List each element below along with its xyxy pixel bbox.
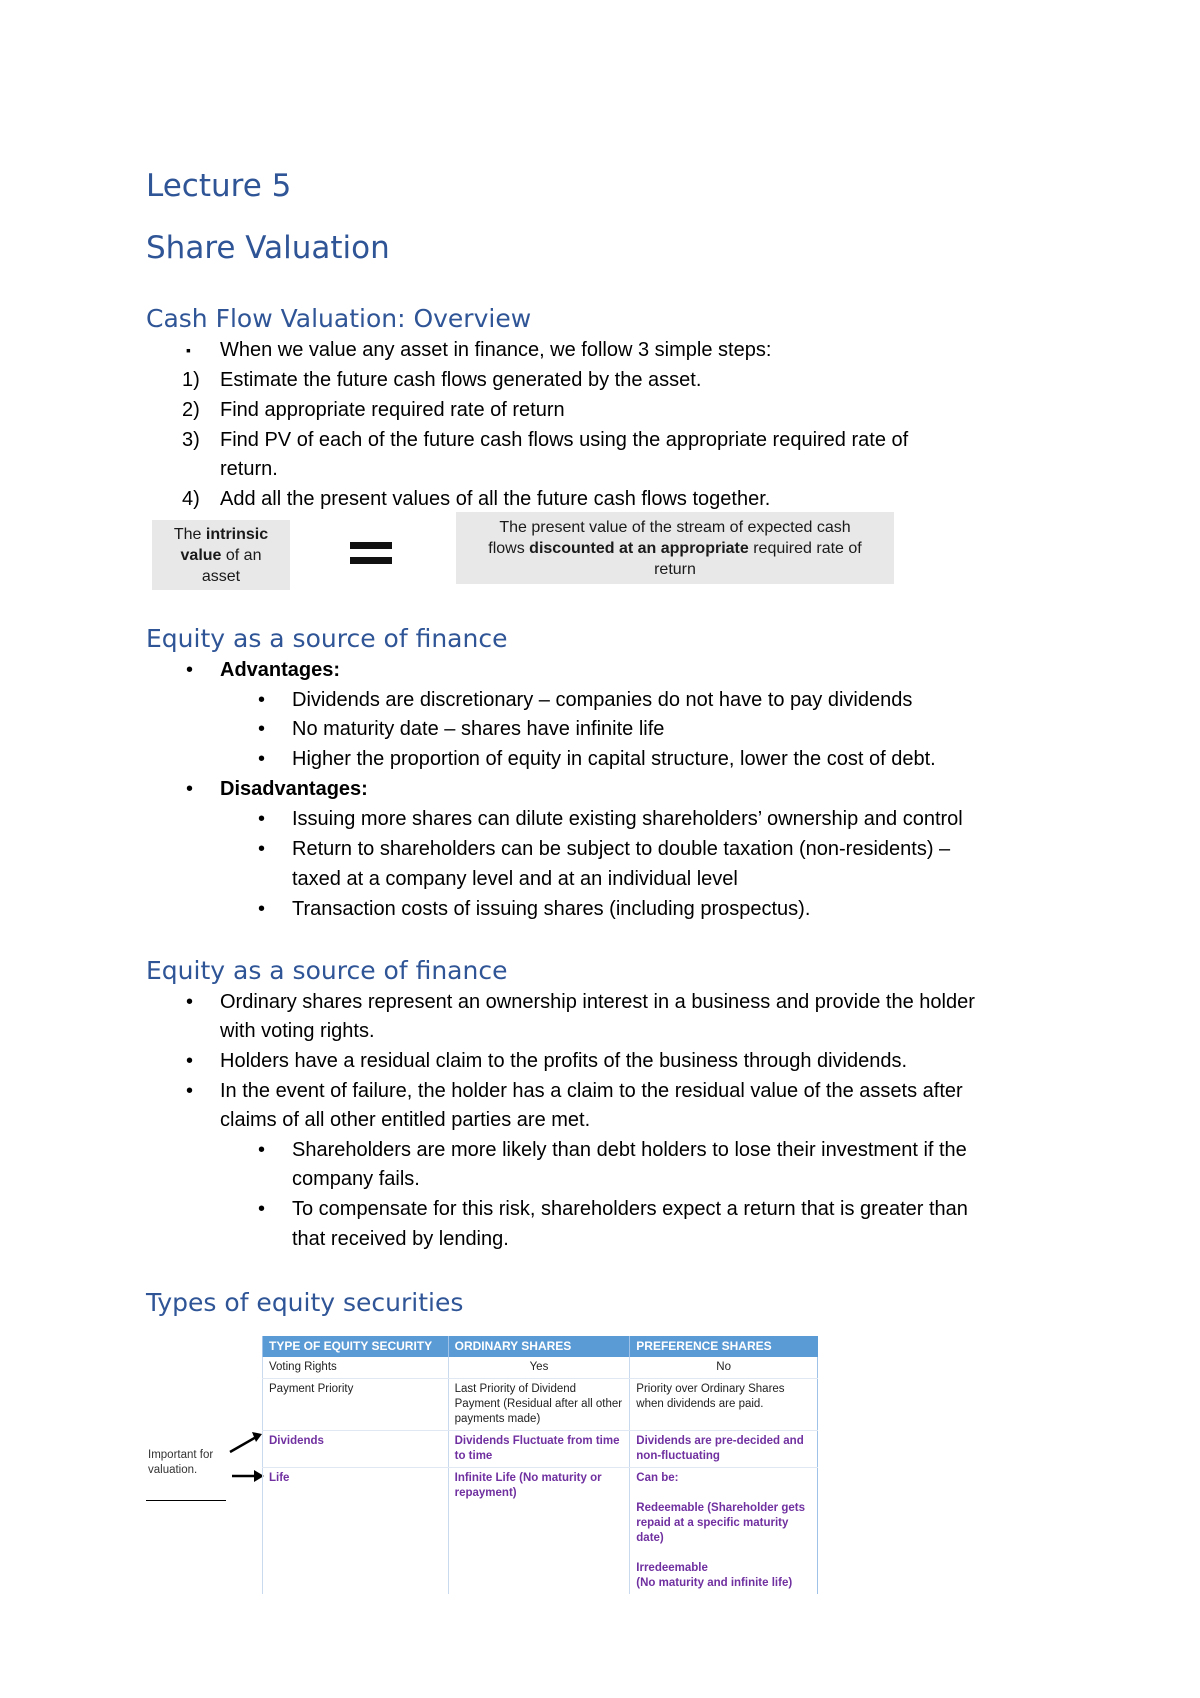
bullet-icon: • <box>258 898 266 920</box>
equity-bullet-continued: claims of all other entitled parties are met. <box>220 1109 591 1131</box>
table-row <box>263 1431 818 1468</box>
disadvantage-item: Transaction costs of issuing shares (including prospectus). <box>292 898 811 920</box>
table-cell: Dividends Fluctuate from time to time <box>448 1431 630 1468</box>
table-cell: Dividends <box>263 1431 449 1468</box>
cell-text: (No maturity and infinite life) <box>636 1577 793 1589</box>
equity-bullet: Holders have a residual claim to the profits of the business through dividends. <box>220 1050 908 1072</box>
valuation-note <box>148 1448 213 1478</box>
advantage-item: Dividends are discretionary – companies do not have to pay dividends <box>292 689 913 711</box>
bullet-icon: • <box>258 748 266 770</box>
box-text: asset <box>201 567 241 585</box>
equity-sub-bullet-continued: that received by lending. <box>292 1228 509 1250</box>
disadvantage-item: Issuing more shares can dilute existing shareholders’ ownership and control <box>292 808 963 830</box>
table-header: TYPE OF EQUITY SECURITY <box>263 1336 449 1357</box>
cell-text: Can be: <box>636 1472 679 1484</box>
divider-line <box>146 1500 226 1501</box>
box-text: required rate of <box>748 539 862 557</box>
step-text: Estimate the future cash flows generated by the asset. <box>220 369 702 391</box>
box-text-bold: intrinsic <box>205 525 269 543</box>
table-row <box>263 1379 818 1431</box>
table-cell: Dividends are pre-decided and non-fluctuating <box>630 1431 818 1468</box>
bullet-icon: • <box>186 1050 194 1072</box>
table-cell: Yes <box>448 1357 630 1379</box>
bullet-icon: • <box>258 808 266 830</box>
step-text-continued: return. <box>220 458 278 480</box>
section-heading-overview: Cash Flow Valuation: Overview <box>146 304 532 333</box>
bullet-icon: • <box>258 689 266 711</box>
equity-securities-table <box>262 1336 818 1594</box>
box-text: The present value of the stream of expected cash <box>499 518 851 536</box>
bullet-icon: • <box>258 1198 266 1220</box>
equity-sub-bullet-continued: company fails. <box>292 1168 420 1190</box>
section-heading-types: Types of equity securities <box>146 1288 464 1317</box>
note-text: Important for <box>148 1449 214 1461</box>
table-row <box>263 1357 818 1379</box>
box-text: The <box>173 525 206 543</box>
table-header: PREFERENCE SHARES <box>630 1336 818 1357</box>
step-text: Find PV of each of the future cash flows using the appropriate required rate of <box>220 429 909 451</box>
overview-intro: When we value any asset in finance, we follow 3 simple steps: <box>220 339 772 361</box>
equity-bullet-continued: with voting rights. <box>220 1020 375 1042</box>
table-cell: Last Priority of Dividend Payment (Residual after all other payments made) <box>448 1379 630 1431</box>
equity-sub-bullet: To compensate for this risk, shareholders expect a return that is greater than <box>292 1198 968 1220</box>
table-header: ORDINARY SHARES <box>448 1336 630 1357</box>
equals-icon <box>350 542 392 549</box>
advantage-item: No maturity date – shares have infinite life <box>292 718 665 740</box>
disadvantages-label: Disadvantages: <box>220 778 368 800</box>
disadvantage-item: Return to shareholders can be subject to double taxation (non-residents) – <box>292 838 951 860</box>
box-text-bold: value <box>180 546 222 564</box>
cell-text: Irredeemable <box>636 1562 708 1574</box>
table-row <box>263 1468 818 1595</box>
box-text: flows <box>488 539 530 557</box>
bullet-icon: • <box>258 718 266 740</box>
step-number: 2) <box>182 399 200 421</box>
step-number: 3) <box>182 429 200 451</box>
disadvantage-item-continued: taxed at a company level and at an individual level <box>292 868 738 890</box>
bullet-icon: • <box>258 1139 266 1161</box>
bullet-icon: • <box>186 778 194 800</box>
table-cell: Voting Rights <box>263 1357 449 1379</box>
table-header-row <box>263 1336 818 1357</box>
bullet-icon: • <box>186 1080 194 1102</box>
step-text: Find appropriate required rate of return <box>220 399 565 421</box>
equity-bullet: Ordinary shares represent an ownership interest in a business and provide the holder <box>220 991 975 1013</box>
table-cell <box>630 1468 818 1595</box>
equity-sub-bullet: Shareholders are more likely than debt holders to lose their investment if the <box>292 1139 967 1161</box>
page-title: Share Valuation <box>146 230 390 266</box>
bullet-icon: • <box>258 838 266 860</box>
box-text: return <box>654 560 696 578</box>
table-cell: Infinite Life (No maturity or repayment) <box>448 1468 630 1595</box>
step-number: 4) <box>182 488 200 510</box>
table-cell: Payment Priority <box>263 1379 449 1431</box>
box-text: of an <box>221 546 262 564</box>
bullet-icon: • <box>186 659 194 681</box>
box-text-bold: discounted at an appropriate <box>529 539 749 557</box>
table-cell: No <box>630 1357 818 1379</box>
note-text: valuation. <box>148 1464 198 1476</box>
equals-icon <box>350 557 392 564</box>
bullet-icon: • <box>186 991 194 1013</box>
advantage-item: Higher the proportion of equity in capital structure, lower the cost of debt. <box>292 748 936 770</box>
section-heading-equity: Equity as a source of finance <box>146 624 508 653</box>
intrinsic-value-box <box>152 520 290 590</box>
advantages-label: Advantages: <box>220 659 341 681</box>
square-bullet-icon: ▪ <box>186 342 191 358</box>
lecture-title: Lecture 5 <box>146 168 292 204</box>
cell-text: Redeemable (Shareholder gets repaid at a specific maturity date) <box>636 1502 806 1544</box>
step-text: Add all the present values of all the future cash flows together. <box>220 488 771 510</box>
present-value-box <box>456 512 894 584</box>
table-cell: Priority over Ordinary Shares when dividends are paid. <box>630 1379 818 1431</box>
section-heading-equity-2: Equity as a source of finance <box>146 956 508 985</box>
step-number: 1) <box>182 369 200 391</box>
table-cell: Life <box>263 1468 449 1595</box>
equity-bullet: In the event of failure, the holder has a claim to the residual value of the assets after <box>220 1080 963 1102</box>
